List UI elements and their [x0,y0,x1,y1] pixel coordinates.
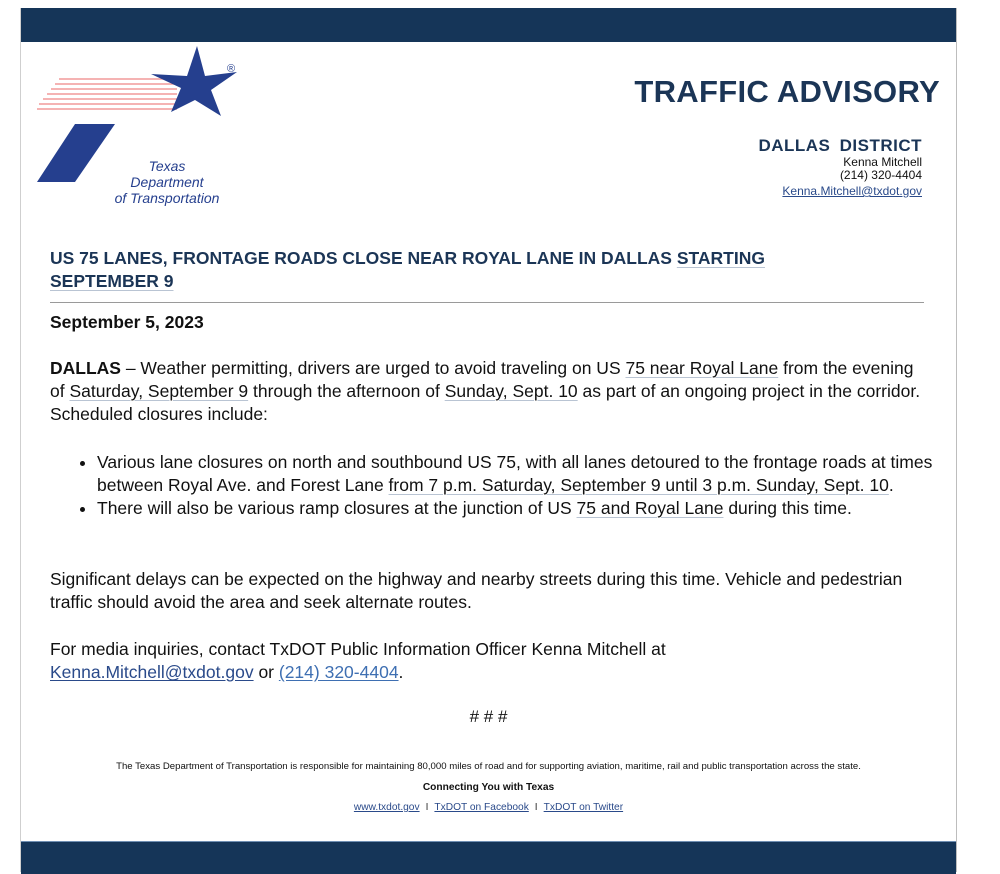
dateline: DALLAS [50,358,121,378]
contact-name: Kenna Mitchell [843,155,922,169]
headline-date-link[interactable]: STARTING [676,248,765,268]
text: . [888,475,894,495]
text: . [398,662,404,682]
article-date: September 5, 2023 [50,312,204,332]
logo-line-texas: Texas [148,158,186,174]
text: – Weather permitting, drivers are urged to avoid traveling on US [120,358,626,378]
header-bar [21,8,956,42]
divider [50,302,924,303]
location-link[interactable]: 75 near Royal Lane [625,358,779,378]
contact-phone: (214) 320-4404 [839,168,922,182]
text: There will also be various ramp closures at the junction of US [97,498,577,518]
advisory-document [20,8,957,872]
district-name: DALLAS DISTRICT [758,136,922,155]
paragraph-delays: Significant delays can be expected on the highway and nearby streets during this time. Vehicle and pedestrian traffic should avoid the area and seek alternate routes. [50,569,903,612]
separator: I [534,802,538,813]
date-link-sunday[interactable]: Sunday, Sept. 10 [444,381,578,401]
logo-line-transportation: of Transportation [114,190,220,206]
paragraph-media [50,638,930,684]
facebook-link[interactable]: TxDOT on Facebook [434,802,529,813]
date-link-saturday[interactable]: Saturday, September 9 [69,381,249,401]
contact-email-link[interactable]: Kenna.Mitchell@txdot.gov [782,184,922,198]
list-item [97,497,957,520]
text: through the afternoon of [248,381,445,401]
page-title: TRAFFIC ADVISORY [634,74,940,109]
text: Various lane closures on north and southbound US 75, with all lanes detoured to the frontage roads at times between Royal Ave. and Forest Lane [97,452,933,495]
footer-bar [21,841,956,874]
logo-text [97,158,237,206]
district-contact-block [758,136,922,200]
twitter-link[interactable]: TxDOT on Twitter [543,802,624,813]
txdot-logo [37,44,237,206]
closures-list [75,451,957,520]
article-headline [50,247,930,293]
text: during this time. [723,498,852,518]
footer-links [21,802,956,813]
svg-text:®: ® [227,63,236,75]
separator: I [425,802,429,813]
time-range-link[interactable]: from 7 p.m. Saturday, September 9 until 3 p.m. Sunday, Sept. 10 [388,475,889,495]
text: or [253,662,279,682]
media-email-link[interactable]: Kenna.Mitchell@txdot.gov [50,662,254,682]
headline-text: US 75 LANES, FRONTAGE ROADS CLOSE NEAR ROYAL LANE IN DALLAS [50,248,677,268]
headline-date-link-2[interactable]: SEPTEMBER 9 [50,271,174,291]
footer-tagline: Connecting You with Texas [422,782,555,793]
footer-note: The Texas Department of Transportation is responsible for maintaining 80,000 miles of road and for supporting aviation, maritime, rail and public transportation across the state. [116,761,861,772]
txdot-website-link[interactable]: www.txdot.gov [353,802,420,813]
location-link[interactable]: 75 and Royal Lane [576,498,724,518]
logo-line-department: Department [130,174,204,190]
paragraph-intro [50,357,930,426]
text: from the evening of [50,358,914,401]
text: For media inquiries, contact TxDOT Public Information Officer Kenna Mitchell at [50,639,666,659]
text: as part of an ongoing project in the corridor. Scheduled closures include: [50,381,921,424]
list-item [97,451,957,497]
media-phone-link[interactable]: (214) 320-4404 [278,662,399,682]
end-mark: # # # [469,707,508,726]
